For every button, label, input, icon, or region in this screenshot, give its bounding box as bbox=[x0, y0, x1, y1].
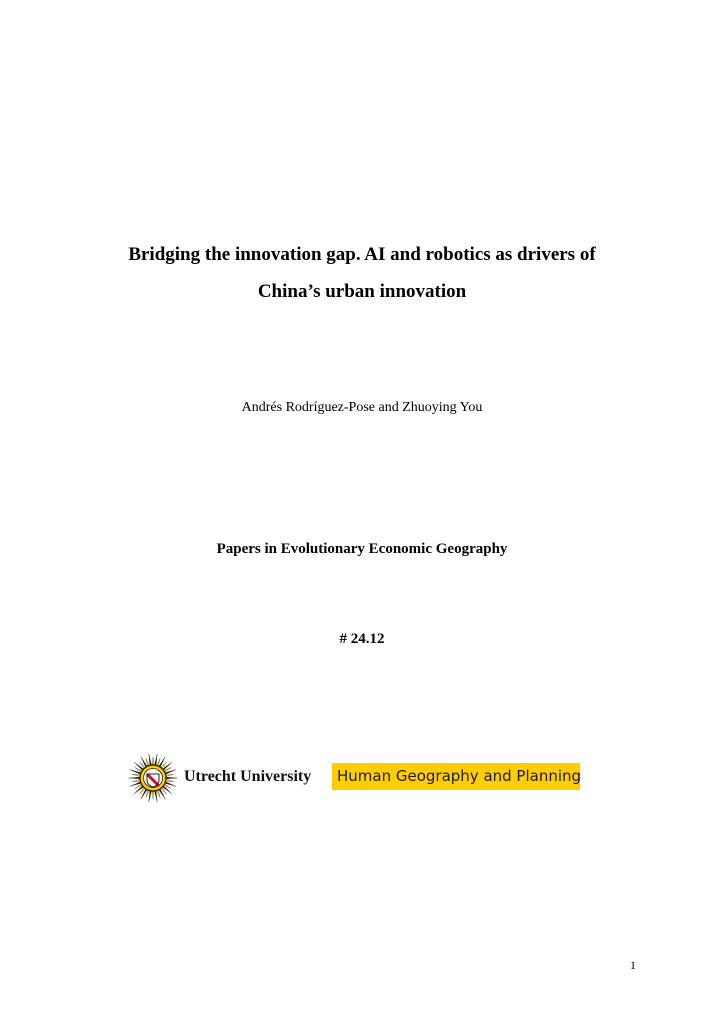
paper-title-line-1: Bridging the innovation gap. AI and robotics as drivers of bbox=[128, 244, 596, 265]
page-number: 1 bbox=[630, 958, 636, 972]
university-name: Utrecht University bbox=[184, 768, 312, 785]
paper-series: Papers in Evolutionary Economic Geography bbox=[216, 541, 508, 557]
paper-title-line-2: China’s urban innovation bbox=[257, 281, 467, 302]
paper-number: # 24.12 bbox=[339, 631, 385, 647]
paper-authors: Andrés Rodríguez-Pose and Zhuoying You bbox=[241, 400, 483, 415]
institution-logos bbox=[128, 753, 588, 803]
paper-title bbox=[62, 236, 662, 310]
department-name: Human Geography and Planning bbox=[337, 767, 582, 785]
utrecht-sun-seal-icon bbox=[128, 753, 178, 803]
department-badge bbox=[332, 763, 580, 790]
